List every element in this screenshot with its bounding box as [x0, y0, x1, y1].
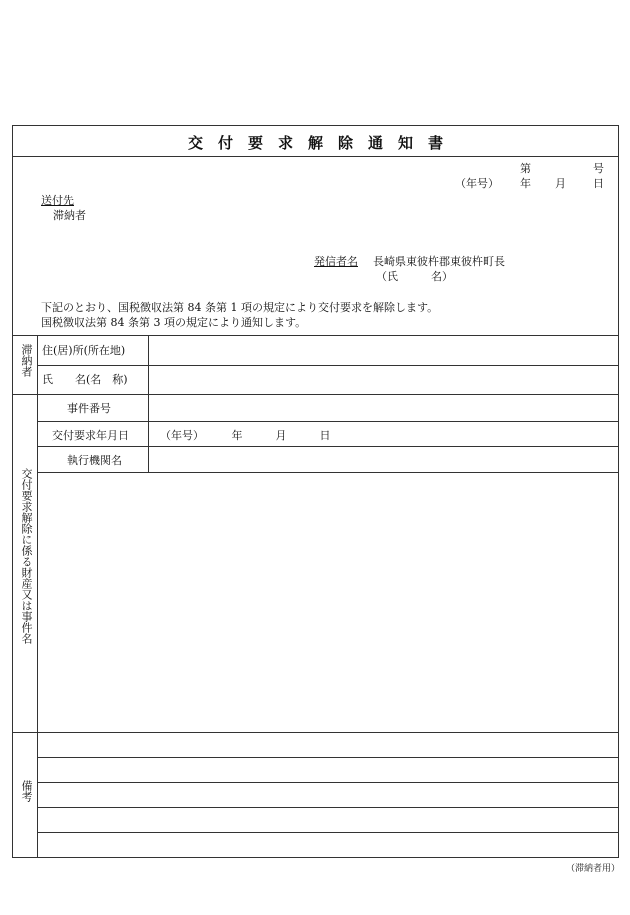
sender-label: 発信者名	[314, 255, 358, 268]
recipient-name: 滞納者	[53, 209, 86, 222]
remarks-line	[37, 782, 618, 783]
sender-value: 長崎県東彼杵郡東彼杵町長	[373, 255, 505, 268]
case-section-label: 交付要求解除に係る財産又は事件名	[20, 468, 33, 644]
case-number-label: 事件番号	[67, 402, 111, 415]
divider	[13, 394, 618, 395]
number-prefix: 第	[520, 162, 531, 175]
date-day: 日	[593, 177, 604, 190]
divider	[13, 335, 618, 336]
left-column-line	[37, 335, 38, 858]
body-line-1: 下記のとおり、国税徴収法第 84 条第 1 項の規定により交付要求を解除します。	[41, 301, 439, 314]
remarks-label: 備考	[20, 780, 33, 802]
name-label: 氏 名(名 称)	[42, 373, 128, 386]
divider	[13, 732, 618, 733]
date-year: 年	[520, 177, 531, 190]
divider	[13, 156, 618, 157]
body-line-2: 国税徴収法第 84 条第 3 項の規定により通知します。	[41, 316, 307, 329]
remarks-line	[37, 757, 618, 758]
request-date-value: （年号） 年 月 日	[160, 429, 331, 442]
divider	[37, 365, 618, 366]
date-month: 月	[555, 177, 566, 190]
number-suffix: 号	[593, 162, 604, 175]
notice-form	[12, 125, 619, 858]
title-text: 交 付 要 求 解 除 通 知 書	[187, 134, 443, 152]
divider	[37, 421, 618, 422]
footer-note: （滞納者用）	[566, 864, 621, 874]
agency-label: 執行機関名	[67, 454, 122, 467]
address-label: 住(居)所(所在地)	[42, 344, 126, 357]
document-title	[13, 132, 618, 152]
divider	[37, 446, 618, 447]
remarks-line	[37, 832, 618, 833]
divider	[37, 472, 618, 473]
date-era: （年号）	[455, 177, 499, 190]
sender-name-line: （氏 名）	[376, 270, 453, 283]
recipient-label: 送付先	[41, 194, 74, 207]
request-date-label: 交付要求年月日	[52, 429, 129, 442]
remarks-line	[37, 807, 618, 808]
label-column-line	[148, 335, 149, 472]
delinquent-section-label: 滞納者	[20, 344, 33, 377]
